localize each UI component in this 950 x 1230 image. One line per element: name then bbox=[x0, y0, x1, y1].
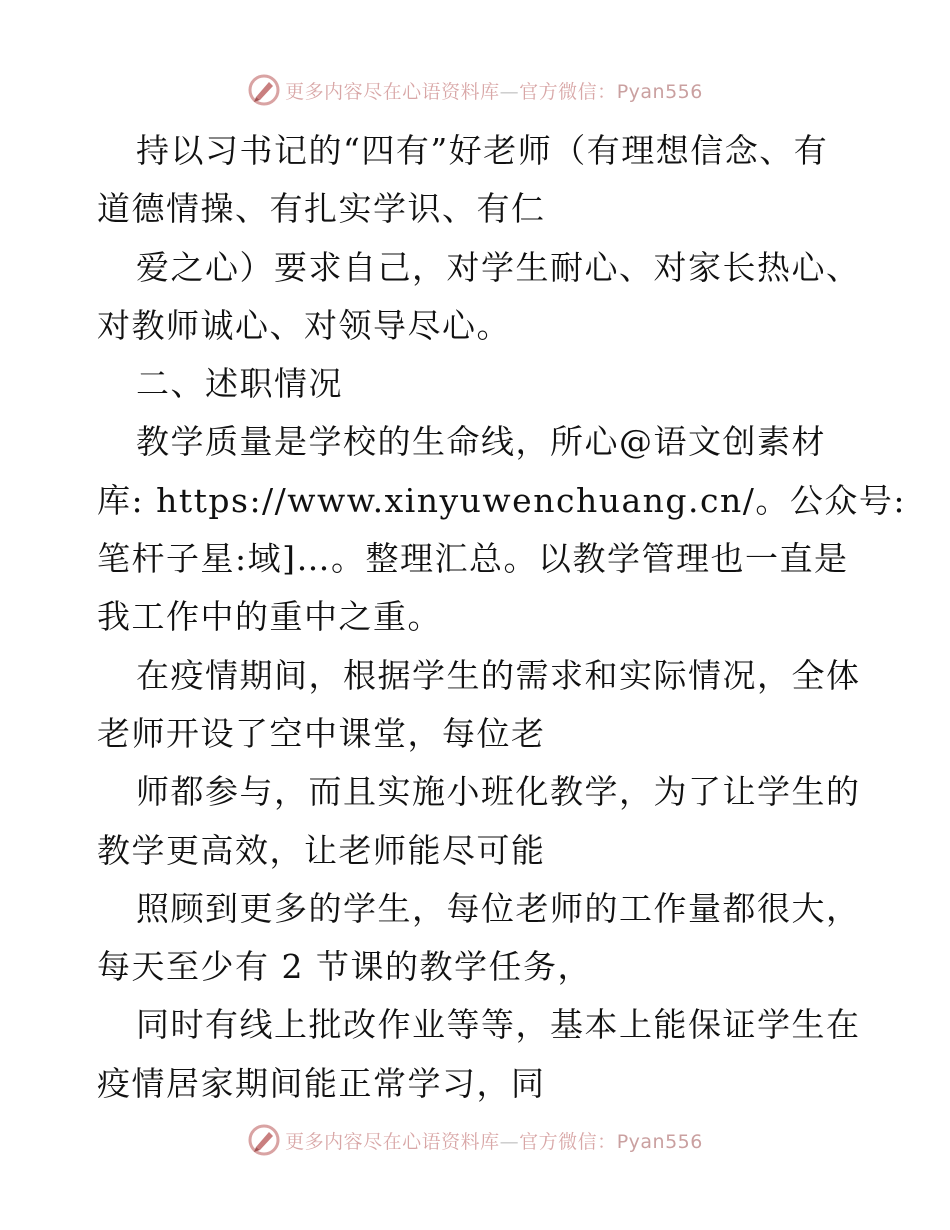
text-line: 持以习书记的“四有”好老师（有理想信念、有 bbox=[136, 131, 829, 170]
document-body bbox=[97, 122, 906, 1113]
text-line: 库: https://www.xinyuwenchuang.cn/。公众号: bbox=[97, 480, 906, 520]
text-line: 对教师诚心、对领导尽心。 bbox=[97, 305, 511, 345]
text-line: 同时有线上批改作业等等，基本上能保证学生在 bbox=[136, 1005, 861, 1045]
watermark-text: 更多内容尽在心语资料库—官方微信：Pyan556 bbox=[285, 80, 703, 103]
pen-logo-icon bbox=[247, 1123, 281, 1157]
text-line: 教学更高效，让老师能尽可能 bbox=[97, 830, 546, 870]
text-line: 老师开设了空中课堂，每位老 bbox=[97, 713, 546, 753]
text-line: 笔杆子星:域]…。整理汇总。以教学管理也一直是 bbox=[97, 539, 849, 579]
section-heading: 二、述职情况 bbox=[136, 364, 343, 404]
pen-logo-icon bbox=[247, 73, 281, 107]
footer-watermark bbox=[0, 1120, 950, 1160]
text-line: 疫情居家期间能正常学习，同 bbox=[97, 1063, 546, 1103]
text-line: 照顾到更多的学生，每位老师的工作量都很大， bbox=[136, 888, 861, 928]
text-line: 道德情操、有扎实学识、有仁 bbox=[97, 189, 546, 229]
text-line: 教学质量是学校的生命线，所心@语文创素材 bbox=[136, 422, 826, 462]
text-line: 爱之心）要求自己，对学生耐心、对家长热心、 bbox=[136, 247, 861, 287]
text-line: 在疫情期间，根据学生的需求和实际情况，全体 bbox=[136, 655, 861, 695]
text-line: 师都参与，而且实施小班化教学，为了让学生的 bbox=[136, 772, 861, 812]
watermark-text: 更多内容尽在心语资料库—官方微信：Pyan556 bbox=[285, 1130, 703, 1153]
text-line: 每天至少有 2 节课的教学任务， bbox=[97, 947, 592, 987]
text-line: 我工作中的重中之重。 bbox=[97, 597, 442, 637]
header-watermark bbox=[0, 70, 950, 110]
